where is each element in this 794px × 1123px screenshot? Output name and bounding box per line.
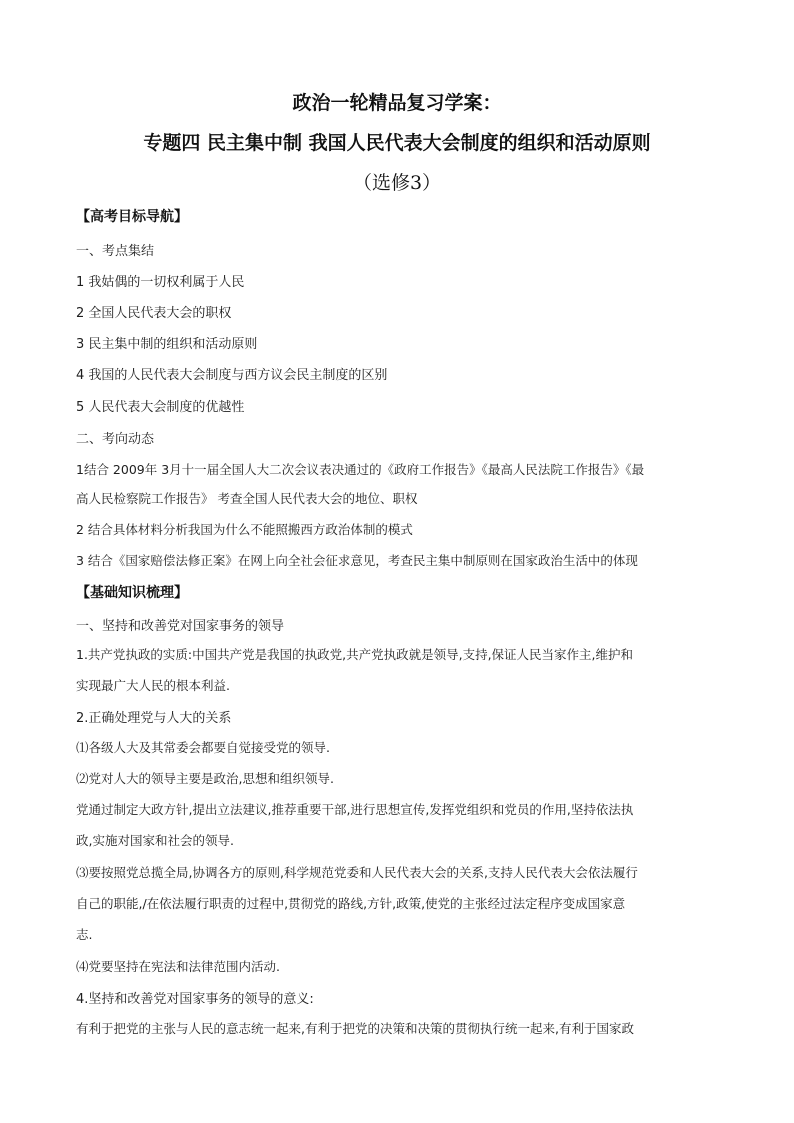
- paragraph-line: 2.正确处理党与人大的关系: [76, 711, 232, 726]
- list-item: 1结合 2009年 3月十一届全国人大二次会议表决通过的《政府工作报告》《最高人民法院工作报告》《最: [76, 462, 645, 477]
- subsection-heading: 二、考向动态: [76, 432, 155, 447]
- paragraph-line: 有利于把党的主张与人民的意志统一起来,有利于把党的决策和决策的贯彻执行统一起来,有利于国家政: [76, 1021, 634, 1036]
- list-item: 4 我国的人民代表大会制度与西方议会民主制度的区别: [76, 368, 388, 383]
- list-item-continuation: 高人民检察院工作报告》 考查全国人民代表大会的地位、职权: [76, 491, 418, 506]
- paragraph-line: 自己的职能,/在依法履行职责的过程中,贯彻党的路线,方针,政策,使党的主张经过法定程序变成国家意: [76, 896, 626, 911]
- list-item: 2 结合具体材料分析我国为什么不能照搬西方政治体制的模式: [76, 522, 413, 537]
- paragraph-line: 政,实施对国家和社会的领导.: [76, 833, 234, 848]
- subsection-heading: 一、坚持和改善党对国家事务的领导: [76, 619, 285, 634]
- paragraph-line: ⑷党要坚持在宪法和法律范围内活动.: [76, 959, 280, 974]
- subsection-heading: 一、考点集结: [76, 244, 155, 259]
- list-item: 3 结合《国家赔偿法修正案》在网上向全社会征求意见，考查民主集中制原则在国家政治生活中的体现: [76, 553, 638, 568]
- paragraph-line: 党通过制定大政方针,提出立法建议,推荐重要干部,进行思想宣传,发挥党组织和党员的作用,坚持依法执: [76, 802, 634, 817]
- paragraph-line: ⑶要按照党总揽全局,协调各方的原则,科学规范党委和人民代表大会的关系,支持人民代表大会依法履行: [76, 865, 638, 880]
- document-subtitle-note: （选修3）: [352, 172, 442, 194]
- list-item: 1 我姑偶的一切权利属于人民: [76, 275, 245, 290]
- paragraph-line: ⑵党对人大的领导主要是政治,思想和组织领导.: [76, 771, 334, 786]
- paragraph-line: 4.坚持和改善党对国家事务的领导的意义:: [76, 992, 314, 1007]
- list-item: 2 全国人民代表大会的职权: [76, 306, 232, 321]
- paragraph-line: 1.共产党执政的实质:中国共产党是我国的执政党,共产党执政就是领导,支持,保证人民当家作主,维护和: [76, 647, 634, 662]
- document-title: 政治一轮精品复习学案：: [292, 92, 502, 114]
- section-heading-basic-knowledge: 【基础知识梳理】: [76, 585, 188, 601]
- section-heading-exam-goals: 【高考目标导航】: [76, 209, 188, 225]
- document-subtitle: 专题四 民主集中制 我国人民代表大会制度的组织和活动原则: [143, 132, 651, 154]
- paragraph-line: 实现最广大人民的根本利益.: [76, 678, 230, 693]
- paragraph-line: ⑴各级人大及其常委会都要自觉接受党的领导.: [76, 740, 330, 755]
- list-item: 5 人民代表大会制度的优越性: [76, 400, 245, 415]
- list-item: 3 民主集中制的组织和活动原则: [76, 337, 258, 352]
- paragraph-line: 志.: [76, 927, 93, 942]
